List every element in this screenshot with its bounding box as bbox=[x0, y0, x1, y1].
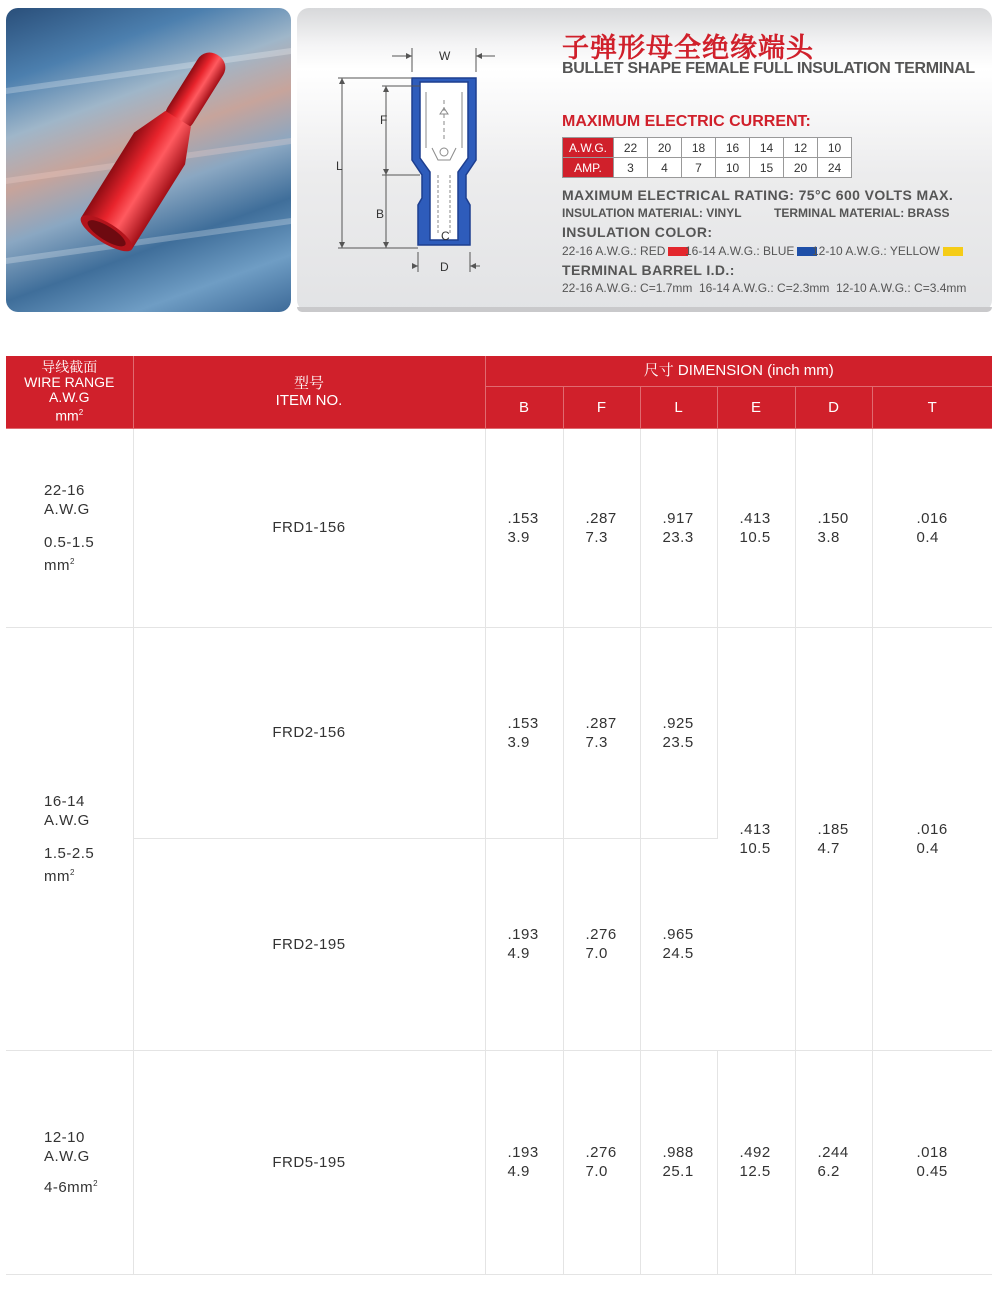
mm-range: 0.5-1.5 bbox=[44, 533, 95, 551]
item-no: FRD2-195 bbox=[133, 838, 485, 1050]
mm-range bbox=[44, 1174, 133, 1197]
dim-f: .287 7.3 bbox=[563, 627, 640, 838]
col-header-f: F bbox=[563, 386, 640, 428]
item-en: ITEM NO. bbox=[275, 391, 343, 409]
header-row-1 bbox=[6, 356, 992, 386]
bullet-terminal-image bbox=[6, 8, 291, 312]
title-english: BULLET SHAPE FEMALE FULL INSULATION TERMINAL bbox=[562, 60, 975, 77]
dim-f: .276 7.0 bbox=[563, 1050, 640, 1274]
insulation-material: INSULATION MATERIAL: VINYL bbox=[562, 206, 742, 220]
wire-range-mm-text: mm bbox=[55, 407, 79, 424]
color-red-label: 22-16 A.W.G.: RED bbox=[562, 244, 666, 258]
wire-range-en: WIRE RANGE bbox=[24, 373, 115, 390]
product-photo bbox=[6, 8, 291, 312]
mm-range-text: 4-6mm bbox=[44, 1178, 94, 1196]
mm-range: 1.5-2.5 bbox=[44, 844, 95, 862]
amp-cell: 7 bbox=[682, 158, 716, 178]
table-row bbox=[6, 428, 992, 627]
col-header-e: E bbox=[717, 386, 795, 428]
dim-b: .193 4.9 bbox=[485, 1050, 563, 1274]
dim-b: .193 4.9 bbox=[485, 838, 563, 1050]
mm-unit bbox=[44, 552, 133, 575]
mm-unit-sup: 2 bbox=[70, 556, 75, 566]
item-cn: 型号 bbox=[293, 374, 324, 392]
awg-unit: A.W.G bbox=[44, 500, 90, 518]
awg-unit: A.W.G bbox=[44, 811, 90, 829]
amp-cell: 4 bbox=[648, 158, 682, 178]
wire-range-cell bbox=[6, 627, 133, 1050]
item-no: FRD5-195 bbox=[133, 1050, 485, 1274]
color-red-item bbox=[562, 244, 688, 258]
yellow-swatch bbox=[943, 247, 963, 256]
mm-unit bbox=[44, 863, 133, 886]
mm-unit-sup: 2 bbox=[70, 867, 75, 877]
amp-cell: 3 bbox=[614, 158, 648, 178]
item-header bbox=[133, 356, 485, 428]
col-header-t: T bbox=[872, 386, 992, 428]
wire-range-awg: A.W.G bbox=[49, 388, 90, 405]
amp-row bbox=[563, 158, 852, 178]
dim-d: .185 4.7 bbox=[795, 627, 872, 1050]
color-yellow-item bbox=[812, 244, 963, 258]
color-yellow-label: 12-10 A.W.G.: YELLOW bbox=[812, 244, 940, 258]
col-header-b: B bbox=[485, 386, 563, 428]
dim-d: .244 6.2 bbox=[795, 1050, 872, 1274]
dimension-header: 尺寸 DIMENSION (inch mm) bbox=[485, 356, 992, 386]
terminal-material: TERMINAL MATERIAL: BRASS bbox=[774, 206, 950, 220]
dim-l: .925 23.5 bbox=[640, 627, 717, 838]
label-f: F bbox=[380, 113, 388, 127]
awg-cell: 18 bbox=[682, 138, 716, 158]
max-current-heading: MAXIMUM ELECTRIC CURRENT: bbox=[562, 113, 811, 130]
color-blue-item bbox=[685, 244, 817, 258]
awg-cell: 12 bbox=[784, 138, 818, 158]
dim-t: .018 0.45 bbox=[872, 1050, 992, 1274]
barrel-16-14: 16-14 A.W.G.: C=2.3mm bbox=[699, 281, 830, 295]
color-blue-label: 16-14 A.W.G.: BLUE bbox=[685, 244, 795, 258]
dim-t: .016 0.4 bbox=[872, 627, 992, 1050]
barrel-12-10: 12-10 A.W.G.: C=3.4mm bbox=[836, 281, 967, 295]
mm-unit-text: mm bbox=[44, 556, 70, 574]
barrel-22-16: 22-16 A.W.G.: C=1.7mm bbox=[562, 281, 693, 295]
panel-shadow bbox=[297, 307, 992, 312]
dim-t: .016 0.4 bbox=[872, 428, 992, 627]
current-table bbox=[562, 137, 852, 178]
dimension-table bbox=[6, 356, 992, 1275]
item-no: FRD2-156 bbox=[133, 627, 485, 838]
title-chinese: 子弹形母全绝缘端头 bbox=[562, 33, 814, 64]
awg-range: 16-14 bbox=[44, 792, 85, 810]
awg-cell: 16 bbox=[716, 138, 750, 158]
awg-cell: 22 bbox=[614, 138, 648, 158]
dim-l: .965 24.5 bbox=[640, 838, 717, 1050]
amp-cell: 15 bbox=[750, 158, 784, 178]
wire-range-cell bbox=[6, 1050, 133, 1274]
label-d: D bbox=[440, 260, 449, 274]
amp-cell: 20 bbox=[784, 158, 818, 178]
amp-label: AMP. bbox=[563, 158, 614, 178]
awg-label: A.W.G. bbox=[563, 138, 614, 158]
awg-row bbox=[563, 138, 852, 158]
table-row bbox=[6, 1050, 992, 1274]
dim-b: .153 3.9 bbox=[485, 627, 563, 838]
amp-cell: 24 bbox=[818, 158, 852, 178]
awg-range: 12-10 bbox=[44, 1128, 85, 1146]
table-row bbox=[6, 627, 992, 838]
dim-f: .276 7.0 bbox=[563, 838, 640, 1050]
insulation-color-heading: INSULATION COLOR: bbox=[562, 224, 713, 240]
wire-range-mm bbox=[6, 405, 133, 424]
dim-e: .413 10.5 bbox=[717, 627, 795, 1050]
wire-range-cn: 导线截面 bbox=[41, 358, 98, 375]
label-c: C bbox=[441, 229, 450, 243]
mm-unit-text: mm bbox=[44, 867, 70, 885]
awg-cell: 20 bbox=[648, 138, 682, 158]
wire-range-cell bbox=[6, 428, 133, 627]
dim-f: .287 7.3 bbox=[563, 428, 640, 627]
dim-l: .988 25.1 bbox=[640, 1050, 717, 1274]
item-no: FRD1-156 bbox=[133, 428, 485, 627]
dimension-drawing bbox=[320, 40, 495, 280]
awg-range: 22-16 bbox=[44, 481, 85, 499]
col-header-d: D bbox=[795, 386, 872, 428]
label-w: W bbox=[439, 49, 451, 63]
label-l: L bbox=[336, 159, 343, 173]
dim-b: .153 3.9 bbox=[485, 428, 563, 627]
dim-d: .150 3.8 bbox=[795, 428, 872, 627]
dim-e: .413 10.5 bbox=[717, 428, 795, 627]
electrical-rating: MAXIMUM ELECTRICAL RATING: 75°C 600 VOLTS MAX. bbox=[562, 187, 954, 203]
awg-cell: 14 bbox=[750, 138, 784, 158]
awg-cell: 10 bbox=[818, 138, 852, 158]
dim-l: .917 23.3 bbox=[640, 428, 717, 627]
awg-unit: A.W.G bbox=[44, 1147, 90, 1165]
barrel-heading: TERMINAL BARREL I.D.: bbox=[562, 262, 735, 278]
amp-cell: 10 bbox=[716, 158, 750, 178]
label-b: B bbox=[376, 207, 385, 221]
wire-range-mm-sup: 2 bbox=[78, 407, 84, 417]
dim-e: .492 12.5 bbox=[717, 1050, 795, 1274]
mm-range-sup: 2 bbox=[93, 1178, 99, 1188]
col-header-l: L bbox=[640, 386, 717, 428]
wire-range-header bbox=[6, 356, 133, 428]
